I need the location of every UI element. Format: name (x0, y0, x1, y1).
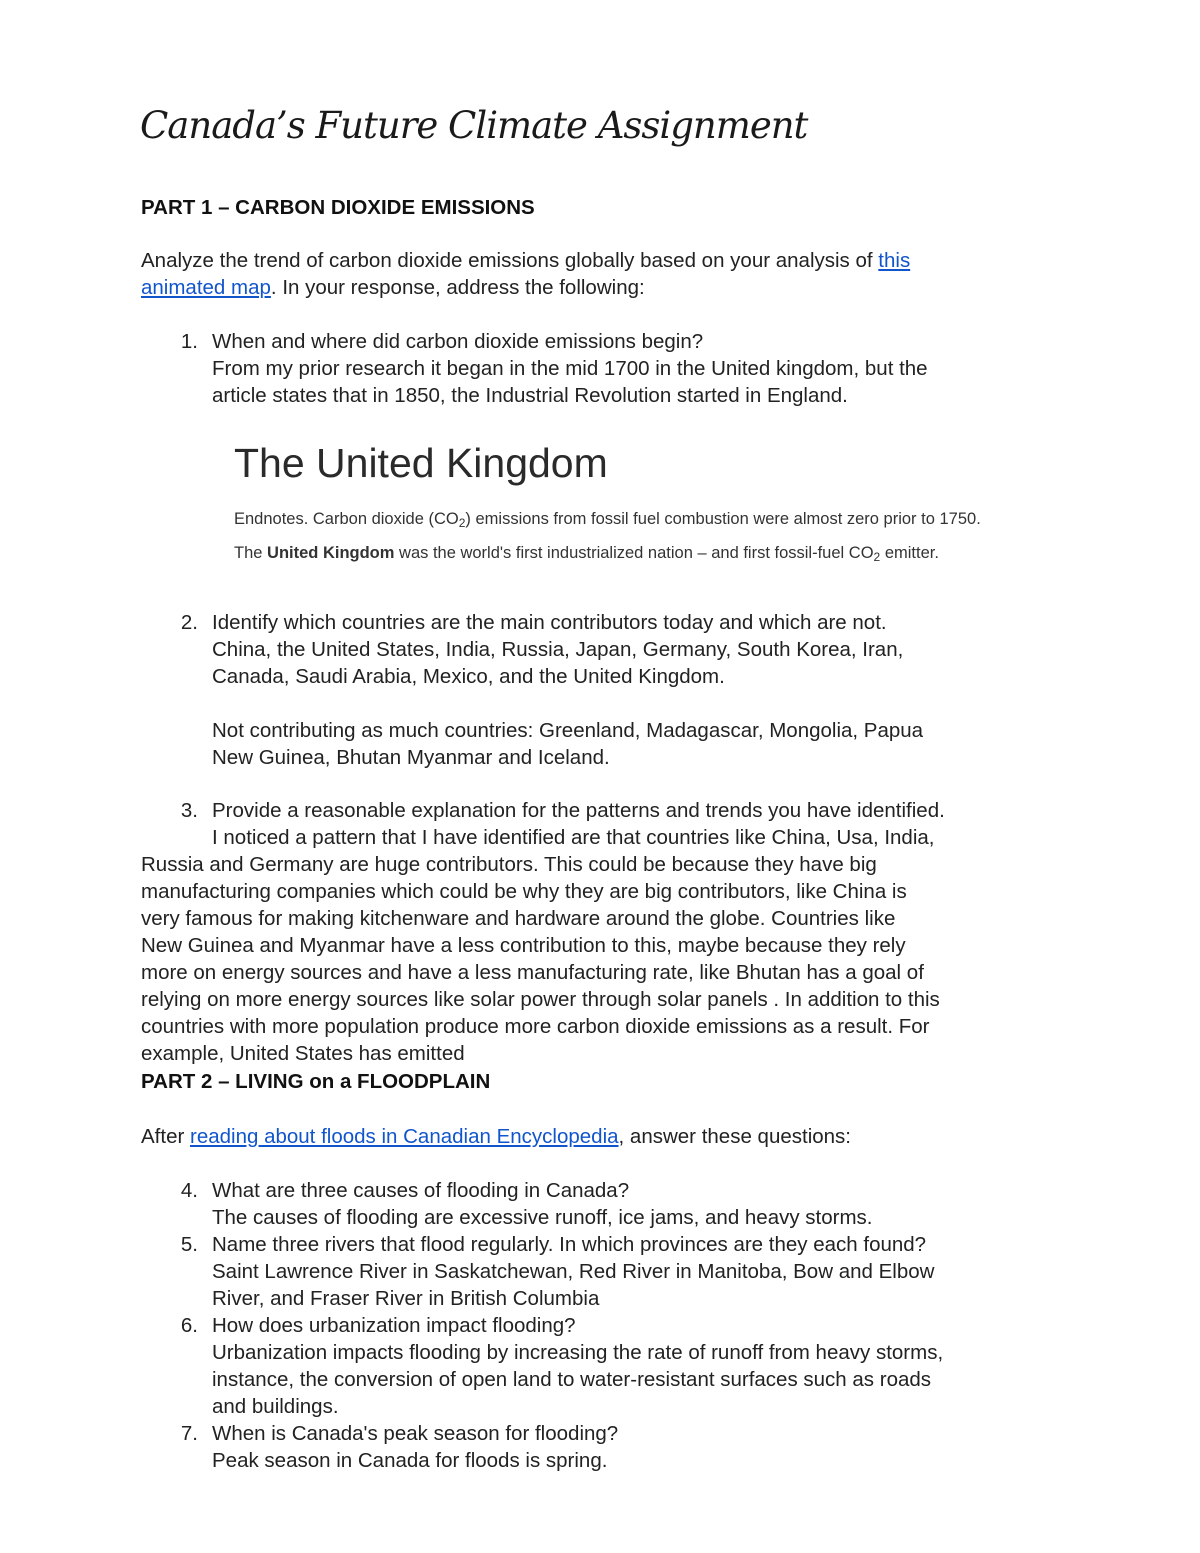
answer-text: Russia and Germany are huge contributors. This could be because they have big (141, 853, 877, 876)
list-item-q2 (140, 609, 1140, 769)
list-item-q6 (140, 1312, 1140, 1420)
part1-heading: PART 1 – CARBON DIOXIDE EMISSIONS (141, 196, 535, 219)
embed-note-1 (234, 510, 981, 530)
list-number: 5. (180, 1233, 198, 1256)
answer-text: River, and Fraser River in British Columbia (212, 1287, 600, 1310)
list-item-q4 (140, 1177, 1140, 1231)
part1-intro-text-2: . In your response, address the following: (270, 276, 645, 299)
animated-map-link-cont[interactable]: animated map (141, 276, 271, 299)
answer-text: instance, the conversion of open land to water-resistant surfaces such as roads (212, 1368, 932, 1391)
answer-text: New Guinea and Myanmar have a less contribution to this, maybe because they rely (141, 934, 906, 957)
part2-heading: PART 2 – LIVING on a FLOODPLAIN (141, 1070, 491, 1093)
part2-intro-text-2: , answer these questions: (618, 1125, 851, 1148)
list-number: 1. (180, 330, 198, 353)
question-text: Identify which countries are the main contributors today and which are not. (212, 611, 887, 634)
question-text: When and where did carbon dioxide emissions begin? (212, 330, 704, 353)
answer-text: example, United States has emitted (141, 1042, 465, 1065)
answer-text: Canada, Saudi Arabia, Mexico, and the United Kingdom. (212, 665, 725, 688)
question-text: Name three rivers that flood regularly. In which provinces are they each found? (212, 1233, 927, 1256)
list-number: 7. (180, 1422, 198, 1445)
answer-text: more on energy sources and have a less manufacturing rate, like Bhutan has a goal of (141, 961, 924, 984)
answer-text: Urbanization impacts flooding by increasing the rate of runoff from heavy storms, (212, 1341, 944, 1364)
canadian-encyclopedia-link[interactable]: reading about floods in Canadian Encyclopedia (190, 1125, 619, 1148)
embed-note-bold: United Kingdom (267, 544, 395, 562)
list-item-q1 (140, 328, 1140, 409)
part1-intro-text: Analyze the trend of carbon dioxide emissions globally based on your analysis of (141, 249, 879, 272)
question-text: How does urbanization impact flooding? (212, 1314, 576, 1337)
embed-note-sub: 2 (873, 550, 881, 564)
part1-intro-line2 (141, 274, 645, 301)
embed-note-text: The (234, 544, 268, 562)
answer-text: and buildings. (212, 1395, 339, 1418)
list-item-q7 (140, 1420, 1140, 1474)
answer-text: From my prior research it began in the mid 1700 in the United kingdom, but the (212, 357, 928, 380)
answer-text: very famous for making kitchenware and hardware around the globe. Countries like (141, 907, 896, 930)
answer-text: New Guinea, Bhutan Myanmar and Iceland. (212, 746, 610, 769)
embed-note-text: was the world's first industrialized nation – and first fossil-fuel CO (394, 544, 874, 562)
embed-note-text: emitter. (880, 544, 939, 562)
part2-intro-text: After (141, 1125, 190, 1148)
list-item-q3 (140, 797, 1140, 827)
answer-text: article states that in 1850, the Industrial Revolution started in England. (212, 384, 848, 407)
question-text: When is Canada's peak season for flooding? (212, 1422, 619, 1445)
part1-intro-line1 (141, 247, 910, 274)
answer-text: Not contributing as much countries: Greenland, Madagascar, Mongolia, Papua (212, 719, 924, 742)
question-text: Provide a reasonable explanation for the patterns and trends you have identified. (212, 799, 945, 822)
list-number: 4. (180, 1179, 198, 1202)
part2-intro (141, 1123, 851, 1150)
animated-map-link[interactable]: this (878, 249, 911, 272)
embedded-screenshot (226, 430, 1126, 580)
embed-note-2 (234, 544, 939, 564)
answer-text: China, the United States, India, Russia, Japan, Germany, South Korea, Iran, (212, 638, 904, 661)
embed-note-text: Endnotes. Carbon dioxide (CO (234, 510, 459, 528)
answer-text: I noticed a pattern that I have identified are that countries like China, Usa, India, (212, 826, 935, 849)
answer-text: Peak season in Canada for floods is spring. (212, 1449, 608, 1472)
answer-text: countries with more population produce more carbon dioxide emissions as a result. For (141, 1015, 930, 1038)
embed-heading: The United Kingdom (234, 440, 608, 486)
question-text: What are three causes of flooding in Canada? (212, 1179, 630, 1202)
list-number: 3. (180, 799, 198, 822)
document-title: Canada’s Future Climate Assignment (140, 104, 808, 147)
answer-text: The causes of flooding are excessive runoff, ice jams, and heavy storms. (212, 1206, 873, 1229)
embed-note-text: ) emissions from fossil fuel combustion were almost zero prior to 1750. (465, 510, 981, 528)
list-number: 6. (180, 1314, 198, 1337)
answer-text: manufacturing companies which could be why they are big contributors, like China is (141, 880, 907, 903)
list-item-q5 (140, 1231, 1140, 1312)
embed-note-sub: 2 (458, 516, 466, 530)
answer-text: relying on more energy sources like solar power through solar panels . In addition to this (141, 988, 940, 1011)
answer-text: Saint Lawrence River in Saskatchewan, Red River in Manitoba, Bow and Elbow (212, 1260, 935, 1283)
list-number: 2. (180, 611, 198, 634)
